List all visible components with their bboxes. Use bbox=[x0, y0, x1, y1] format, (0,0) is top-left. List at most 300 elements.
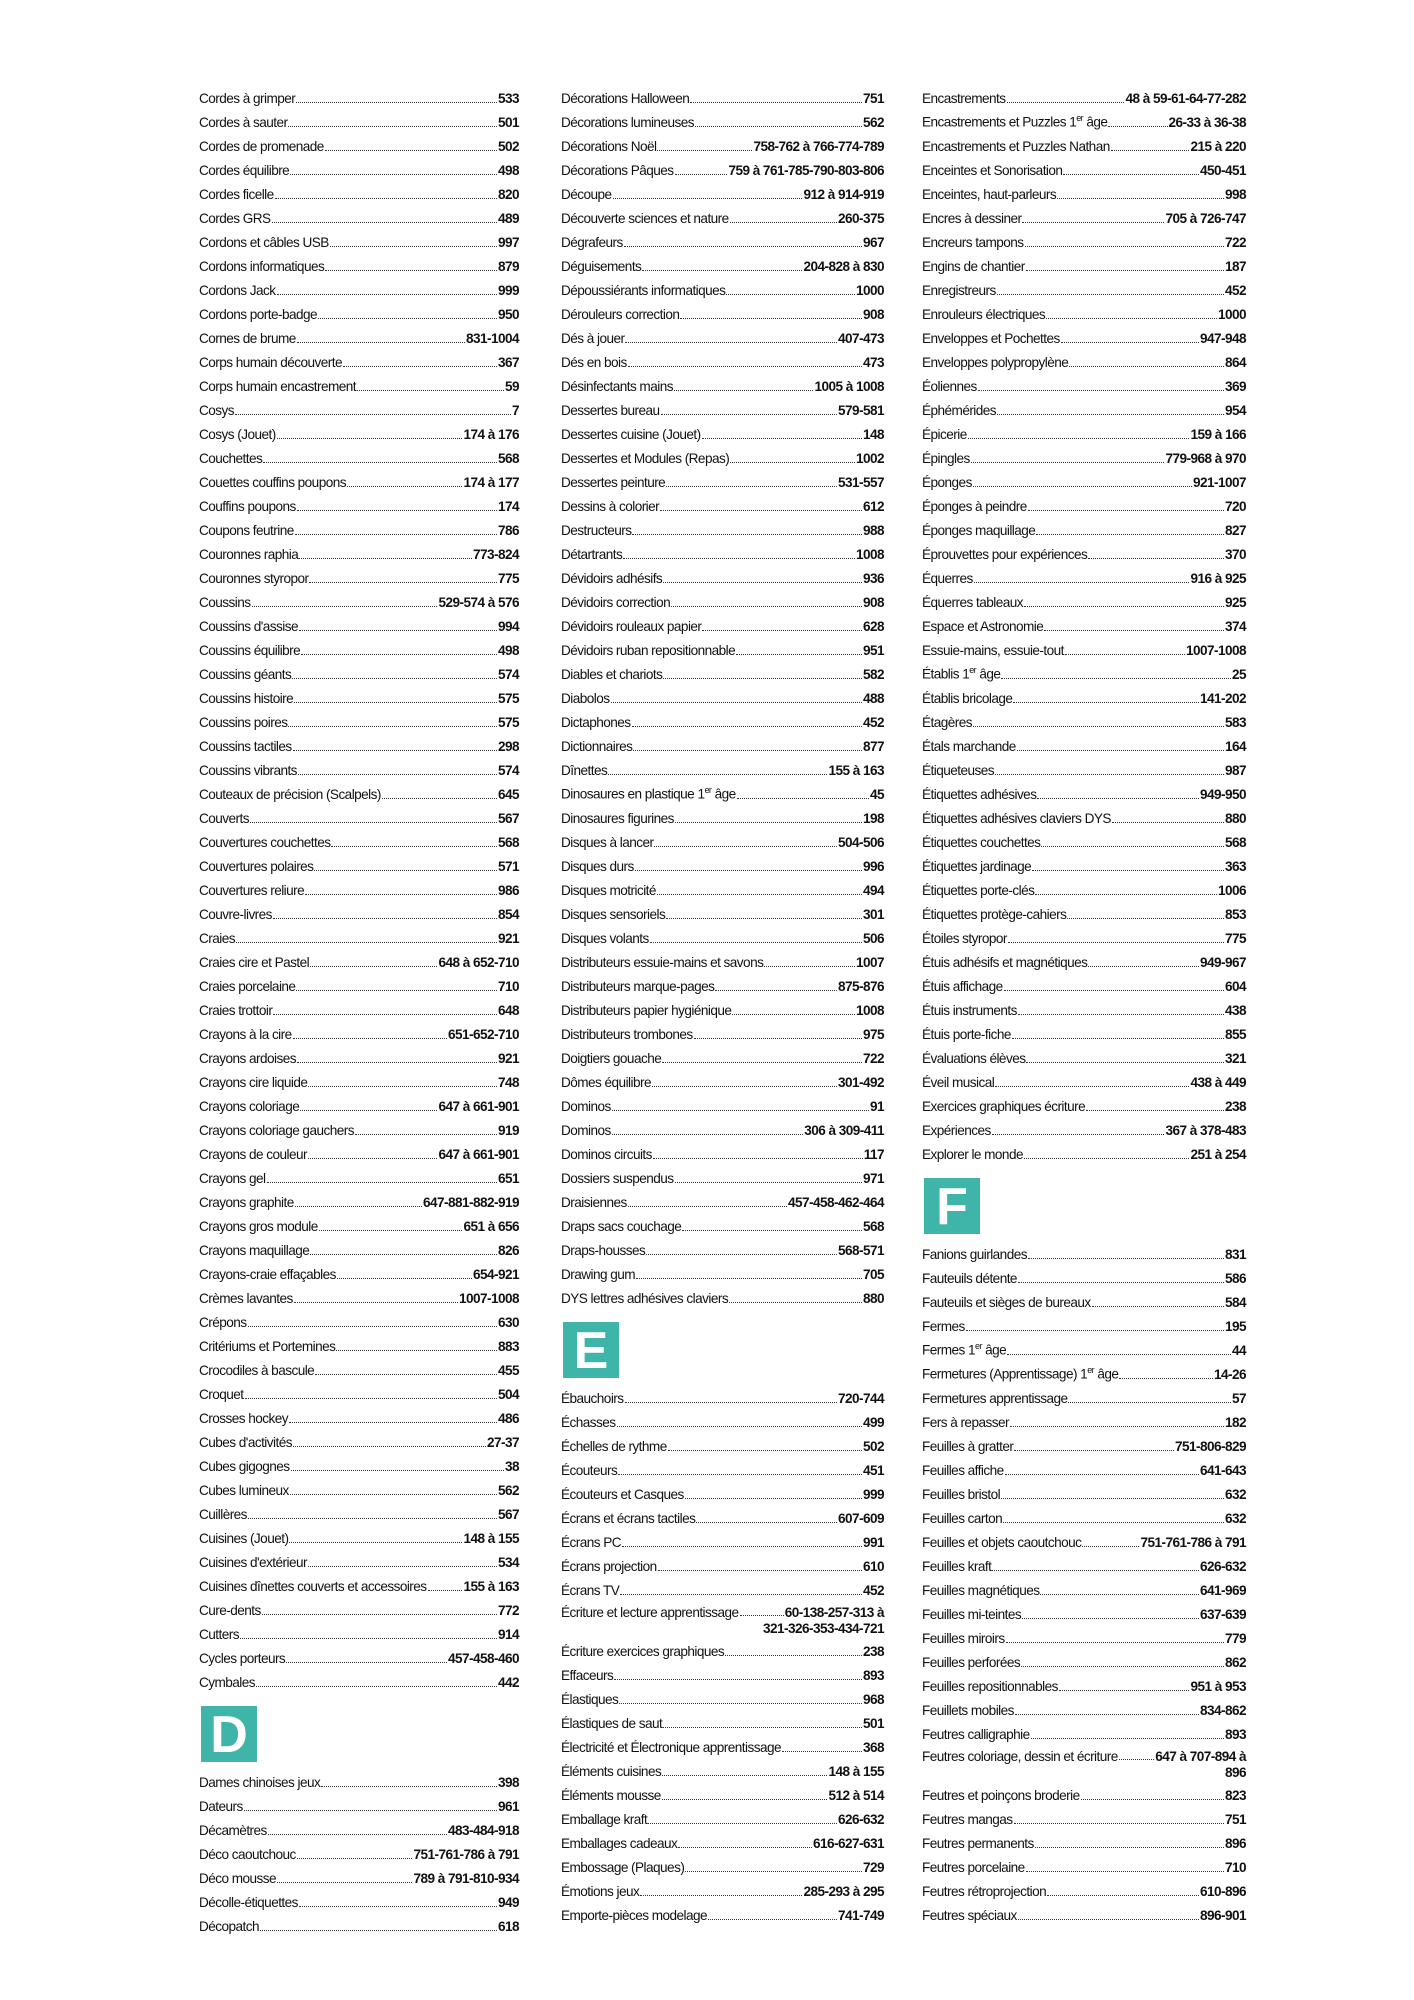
entry-term: Cymbales bbox=[199, 1675, 256, 1690]
index-entry bbox=[561, 1781, 884, 1805]
index-entry bbox=[922, 708, 1246, 732]
index-entry bbox=[922, 1020, 1246, 1044]
entry-pages: 951 bbox=[862, 643, 884, 658]
index-entry bbox=[199, 108, 519, 132]
entry-pages: 751 bbox=[862, 91, 884, 106]
index-entry bbox=[199, 468, 519, 492]
dot-leader bbox=[636, 1278, 862, 1279]
index-entry bbox=[199, 996, 519, 1020]
index-entry bbox=[922, 1480, 1246, 1504]
index-entry bbox=[199, 564, 519, 588]
entry-pages: 204-828 à 830 bbox=[803, 259, 884, 274]
entry-term: Draisiennes bbox=[561, 1195, 627, 1210]
entry-term: Dictionnaires bbox=[561, 739, 633, 754]
dot-leader bbox=[1031, 1738, 1224, 1739]
entry-term: Cuisines (Jouet) bbox=[199, 1531, 289, 1546]
dot-leader bbox=[648, 1823, 837, 1824]
index-entry bbox=[199, 1816, 519, 1840]
index-column-3 bbox=[922, 84, 1246, 1925]
dot-leader bbox=[708, 1919, 837, 1920]
entry-term: Évaluations élèves bbox=[922, 1051, 1026, 1066]
entry-term: Draps-housses bbox=[561, 1243, 646, 1258]
dot-leader bbox=[1081, 1799, 1224, 1800]
dot-leader bbox=[325, 150, 497, 151]
index-entry bbox=[922, 636, 1246, 660]
index-entry bbox=[199, 252, 519, 276]
entry-pages: 893 bbox=[862, 1668, 884, 1683]
entry-term: Cordes à sauter bbox=[199, 115, 288, 130]
entry-term: Disques volants bbox=[561, 931, 649, 946]
dot-leader bbox=[1022, 1618, 1199, 1619]
entry-pages: 729 bbox=[862, 1860, 884, 1875]
entry-term: Dessertes cuisine (Jouet) bbox=[561, 427, 701, 442]
dot-leader bbox=[653, 1158, 863, 1159]
dot-leader bbox=[732, 1014, 855, 1015]
index-entry bbox=[561, 1600, 884, 1637]
entry-pages: 648 à 652-710 bbox=[438, 955, 519, 970]
index-entry bbox=[561, 1408, 884, 1432]
dot-leader bbox=[715, 990, 837, 991]
entry-term: Encastrements et Puzzles 1er âge bbox=[922, 113, 1108, 130]
index-entry bbox=[199, 1188, 519, 1212]
index-entry bbox=[561, 1116, 884, 1140]
entry-pages: 568 bbox=[497, 835, 519, 850]
entry-pages: 568-571 bbox=[837, 1243, 884, 1258]
index-entry bbox=[199, 1092, 519, 1116]
index-entry bbox=[561, 636, 884, 660]
index-entry bbox=[922, 1829, 1246, 1853]
entry-term: Épicerie bbox=[922, 427, 967, 442]
index-entry bbox=[922, 252, 1246, 276]
entry-term: Dévidoirs adhésifs bbox=[561, 571, 663, 586]
dot-leader bbox=[730, 222, 837, 223]
dot-leader bbox=[658, 1570, 862, 1571]
entry-pages: 751-761-786 à 791 bbox=[413, 1847, 519, 1862]
entry-term: Étiquettes adhésives claviers DYS bbox=[922, 811, 1111, 826]
index-entry bbox=[922, 780, 1246, 804]
entry-term: Dessins à colorier bbox=[561, 499, 660, 514]
dot-leader bbox=[1035, 1847, 1224, 1848]
entry-term: Déco caoutchouc bbox=[199, 1847, 296, 1862]
index-entry bbox=[561, 372, 884, 396]
entry-pages: 574 bbox=[497, 667, 519, 682]
entry-pages: 159 à 166 bbox=[1190, 427, 1246, 442]
entry-pages: 908 bbox=[862, 595, 884, 610]
entry-term: Étiquettes adhésives bbox=[922, 787, 1037, 802]
dot-leader bbox=[608, 774, 827, 775]
entry-term: Déguisements bbox=[561, 259, 642, 274]
entry-pages: 612 bbox=[862, 499, 884, 514]
entry-term: Crayons de couleur bbox=[199, 1147, 307, 1162]
index-entry bbox=[199, 1260, 519, 1284]
dot-leader bbox=[695, 126, 862, 127]
entry-pages: 141-202 bbox=[1199, 691, 1246, 706]
entry-term: Emballage kraft bbox=[561, 1812, 648, 1827]
entry-term: Craies bbox=[199, 931, 235, 946]
entry-term: Crayons graphite bbox=[199, 1195, 294, 1210]
dot-leader bbox=[1044, 630, 1224, 631]
entry-pages: 562 bbox=[497, 1483, 519, 1498]
index-entry bbox=[199, 900, 519, 924]
entry-term: Coussins tactiles bbox=[199, 739, 292, 754]
index-entry bbox=[199, 732, 519, 756]
entry-term: Encastrements et Puzzles Nathan bbox=[922, 139, 1110, 154]
index-entry bbox=[561, 1853, 884, 1877]
dot-leader bbox=[725, 1655, 862, 1656]
entry-term: Crayons gel bbox=[199, 1171, 266, 1186]
entry-pages: 1000 bbox=[1217, 307, 1246, 322]
entry-pages: 975 bbox=[862, 1027, 884, 1042]
entry-pages: 498 bbox=[497, 643, 519, 658]
entry-term: Éprouvettes pour expériences bbox=[922, 547, 1088, 562]
index-entry bbox=[922, 996, 1246, 1020]
entry-term: Éléments mousse bbox=[561, 1788, 661, 1803]
dot-leader bbox=[675, 822, 862, 823]
index-entry bbox=[922, 588, 1246, 612]
entry-term: Couronnes styropor bbox=[199, 571, 309, 586]
index-entry bbox=[922, 564, 1246, 588]
index-entry bbox=[561, 228, 884, 252]
entry-term: Enceintes et Sonorisation bbox=[922, 163, 1063, 178]
entry-pages: 775 bbox=[1224, 931, 1246, 946]
dot-leader bbox=[642, 270, 802, 271]
index-entry bbox=[922, 1528, 1246, 1552]
entry-pages: 1000 bbox=[855, 283, 884, 298]
dot-leader bbox=[736, 654, 862, 655]
entry-term: Diables et chariots bbox=[561, 667, 663, 682]
index-entry bbox=[561, 1092, 884, 1116]
entry-term: Cordes ficelle bbox=[199, 187, 274, 202]
entry-pages: 996 bbox=[862, 859, 884, 874]
entry-pages: 855 bbox=[1224, 1027, 1246, 1042]
dot-leader bbox=[293, 1446, 486, 1447]
entry-pages: 826 bbox=[497, 1243, 519, 1258]
entry-pages: 438 à 449 bbox=[1190, 1075, 1246, 1090]
entry-pages: 473 bbox=[862, 355, 884, 370]
dot-leader bbox=[1063, 174, 1199, 175]
dot-leader bbox=[1082, 1546, 1139, 1547]
entry-pages: 215 à 220 bbox=[1190, 139, 1246, 154]
dot-leader bbox=[1026, 270, 1224, 271]
dot-leader bbox=[625, 342, 836, 343]
index-entry bbox=[199, 492, 519, 516]
index-entry bbox=[922, 156, 1246, 180]
dot-leader bbox=[1112, 822, 1224, 823]
entry-pages: 457-458-460 bbox=[447, 1651, 519, 1666]
entry-pages: 457-458-462-464 bbox=[787, 1195, 884, 1210]
entry-term: Cubes gigognes bbox=[199, 1459, 290, 1474]
entry-pages: 367 à 378-483 bbox=[1165, 1123, 1246, 1138]
index-entry bbox=[922, 732, 1246, 756]
index-entry bbox=[199, 1500, 519, 1524]
entry-term: Éponges bbox=[922, 475, 972, 490]
index-entry bbox=[561, 1733, 884, 1757]
entry-term: Étuis adhésifs et magnétiques bbox=[922, 955, 1088, 970]
index-entry bbox=[922, 180, 1246, 204]
dot-leader bbox=[288, 726, 497, 727]
index-entry bbox=[199, 708, 519, 732]
index-entry bbox=[922, 540, 1246, 564]
dot-leader bbox=[1069, 366, 1224, 367]
entry-term: Dossiers suspendus bbox=[561, 1171, 674, 1186]
entry-pages: 921 bbox=[497, 1051, 519, 1066]
dot-leader bbox=[290, 1494, 497, 1495]
entry-pages: 155 à 163 bbox=[828, 763, 884, 778]
index-entry bbox=[199, 924, 519, 948]
dot-leader bbox=[1007, 102, 1125, 103]
entry-term: Dévidoirs correction bbox=[561, 595, 671, 610]
entry-pages: 60-138-257-313 à bbox=[784, 1605, 884, 1620]
entry-pages: 251 à 254 bbox=[1190, 1147, 1246, 1162]
entry-term: Crayons coloriage gauchers bbox=[199, 1123, 354, 1138]
index-entry bbox=[922, 900, 1246, 924]
index-entry bbox=[199, 588, 519, 612]
section-letter-d: D bbox=[201, 1706, 257, 1762]
entry-pages: 7 bbox=[511, 403, 519, 418]
index-entry bbox=[199, 660, 519, 684]
dot-leader bbox=[1018, 1014, 1224, 1015]
entry-term: Dinosaures figurines bbox=[561, 811, 674, 826]
dot-leader bbox=[308, 1158, 437, 1159]
entry-pages: 512 à 514 bbox=[828, 1788, 884, 1803]
index-entry bbox=[922, 1360, 1246, 1384]
entry-pages: 994 bbox=[497, 619, 519, 634]
entry-term: Doigtiers gouache bbox=[561, 1051, 662, 1066]
dot-leader bbox=[1014, 1450, 1174, 1451]
entry-pages: 921-1007 bbox=[1192, 475, 1246, 490]
entry-term: Dinosaures en plastique 1er âge bbox=[561, 785, 736, 802]
dot-leader bbox=[330, 246, 497, 247]
entry-term: Crayons gros module bbox=[199, 1219, 318, 1234]
entry-pages: 648 bbox=[497, 1003, 519, 1018]
entry-term: Cordons Jack bbox=[199, 283, 276, 298]
entry-pages: 407-473 bbox=[837, 331, 884, 346]
entry-pages: 45 bbox=[869, 787, 884, 802]
entry-term: Coupons feutrine bbox=[199, 523, 294, 538]
entry-term: Fers à repasser bbox=[922, 1415, 1009, 1430]
entry-pages: 48 à 59-61-64-77-282 bbox=[1125, 91, 1246, 106]
entry-term: Destructeurs bbox=[561, 523, 632, 538]
entry-pages: 968 bbox=[862, 1692, 884, 1707]
entry-pages: 637-639 bbox=[1199, 1607, 1246, 1622]
entry-pages: 632 bbox=[1224, 1487, 1246, 1502]
entry-term: Écrans et écrans tactiles bbox=[561, 1511, 696, 1526]
dot-leader bbox=[622, 1546, 862, 1547]
entry-pages: 645 bbox=[497, 787, 519, 802]
entry-term: Crayons à la cire bbox=[199, 1027, 292, 1042]
entry-pages: 1007-1008 bbox=[458, 1291, 519, 1306]
index-entry bbox=[561, 108, 884, 132]
entry-pages: 374 bbox=[1224, 619, 1246, 634]
dot-leader bbox=[267, 1182, 497, 1183]
entry-term: Écrans projection bbox=[561, 1559, 657, 1574]
dot-leader bbox=[1015, 1714, 1199, 1715]
index-entry bbox=[561, 612, 884, 636]
entry-pages: 896 bbox=[1224, 1836, 1246, 1851]
entry-pages: 450-451 bbox=[1199, 163, 1246, 178]
dot-leader bbox=[620, 1594, 862, 1595]
entry-term: Détartrants bbox=[561, 547, 623, 562]
entry-pages: 999 bbox=[862, 1487, 884, 1502]
entry-pages: 367 bbox=[497, 355, 519, 370]
dot-leader bbox=[337, 1278, 472, 1279]
entry-term: Dominos bbox=[561, 1099, 611, 1114]
entry-term: Dés en bois bbox=[561, 355, 627, 370]
dot-leader bbox=[623, 558, 855, 559]
dot-leader bbox=[619, 1703, 862, 1704]
index-entry bbox=[561, 1709, 884, 1733]
entry-term: Dateurs bbox=[199, 1799, 243, 1814]
entry-term: Écrans TV bbox=[561, 1583, 620, 1598]
entry-term: Étoiles styropor bbox=[922, 931, 1007, 946]
dot-leader bbox=[297, 1858, 413, 1859]
dot-leader bbox=[293, 750, 497, 751]
entry-term: Distributeurs marque-pages bbox=[561, 979, 715, 994]
dot-leader bbox=[1032, 870, 1224, 871]
entry-term: Couverts bbox=[199, 811, 249, 826]
index-entry bbox=[922, 1877, 1246, 1901]
entry-pages: 14-26 bbox=[1213, 1367, 1246, 1382]
entry-term: Cosys (Jouet) bbox=[199, 427, 276, 442]
entry-pages: 758-762 à 766-774-789 bbox=[753, 139, 884, 154]
index-entry bbox=[199, 612, 519, 636]
dot-leader bbox=[680, 318, 862, 319]
dot-leader bbox=[992, 1134, 1165, 1135]
entry-term: Épingles bbox=[922, 451, 970, 466]
dot-leader bbox=[652, 1086, 837, 1087]
entry-pages: 568 bbox=[497, 451, 519, 466]
entry-pages: 59 bbox=[504, 379, 519, 394]
dot-leader bbox=[661, 414, 837, 415]
entry-pages: 506 bbox=[862, 931, 884, 946]
index-entry bbox=[199, 1116, 519, 1140]
index-entry bbox=[199, 780, 519, 804]
entry-pages: 647 à 661-901 bbox=[438, 1099, 519, 1114]
entry-term: Couronnes raphia bbox=[199, 547, 299, 562]
index-entry bbox=[561, 1685, 884, 1709]
entry-pages: 641-643 bbox=[1199, 1463, 1246, 1478]
entry-term: Feuilles mi-teintes bbox=[922, 1607, 1022, 1622]
index-entry bbox=[199, 420, 519, 444]
index-entry bbox=[561, 972, 884, 996]
entry-pages: 568 bbox=[862, 1219, 884, 1234]
dot-leader bbox=[1028, 1258, 1224, 1259]
index-entry bbox=[561, 996, 884, 1020]
entry-term: Fermes 1er âge bbox=[922, 1341, 1007, 1358]
section-letter-e: E bbox=[563, 1322, 619, 1378]
dot-leader bbox=[314, 870, 497, 871]
dot-leader bbox=[1005, 1474, 1199, 1475]
index-entry bbox=[561, 132, 884, 156]
index-entry bbox=[199, 948, 519, 972]
index-entry bbox=[199, 852, 519, 876]
entry-term: Draps sacs couchage bbox=[561, 1219, 682, 1234]
entry-term: Cosys bbox=[199, 403, 235, 418]
dot-leader bbox=[1047, 1895, 1199, 1896]
dot-leader bbox=[343, 366, 497, 367]
index-entry bbox=[199, 1332, 519, 1356]
index-entry bbox=[561, 324, 884, 348]
entry-term: Cordes GRS bbox=[199, 211, 271, 226]
index-entry bbox=[922, 1116, 1246, 1140]
entry-pages: 820 bbox=[497, 187, 519, 202]
entry-term: Distributeurs papier hygiénique bbox=[561, 1003, 732, 1018]
index-entry bbox=[199, 1284, 519, 1308]
entry-term: Encres à dessiner bbox=[922, 211, 1022, 226]
entry-term: Cordons porte-badge bbox=[199, 307, 318, 322]
index-entry bbox=[922, 924, 1246, 948]
entry-pages: 486 bbox=[497, 1411, 519, 1426]
index-entry bbox=[199, 1356, 519, 1380]
entry-term: Dominos bbox=[561, 1123, 611, 1138]
index-entry bbox=[922, 1504, 1246, 1528]
entry-term: Emballages cadeaux bbox=[561, 1836, 678, 1851]
index-entry bbox=[922, 852, 1246, 876]
entry-pages: 195 bbox=[1224, 1319, 1246, 1334]
index-entry bbox=[922, 516, 1246, 540]
entry-pages: 759 à 761-785-790-803-806 bbox=[728, 163, 884, 178]
entry-term: Couvertures reliure bbox=[199, 883, 305, 898]
entry-pages: 148 bbox=[862, 427, 884, 442]
index-entry bbox=[199, 300, 519, 324]
index-entry bbox=[561, 1877, 884, 1901]
entry-term: Cuisines dînettes couverts et accessoires bbox=[199, 1579, 427, 1594]
index-entry bbox=[922, 1456, 1246, 1480]
entry-pages: 1002 bbox=[855, 451, 884, 466]
entry-term: Crayons ardoises bbox=[199, 1051, 296, 1066]
entry-term: Désinfectants mains bbox=[561, 379, 673, 394]
index-entry bbox=[922, 444, 1246, 468]
index-entry bbox=[199, 1912, 519, 1936]
entry-term: Feuilles affiche bbox=[922, 1463, 1004, 1478]
dot-leader bbox=[1068, 1402, 1230, 1403]
index-entry bbox=[922, 1624, 1246, 1648]
dot-leader bbox=[997, 294, 1224, 295]
entry-term: Déco mousse bbox=[199, 1871, 277, 1886]
entry-term: Fanions guirlandes bbox=[922, 1247, 1027, 1262]
dot-leader bbox=[662, 1775, 827, 1776]
dot-leader bbox=[272, 222, 497, 223]
entry-term: Craies trottoir bbox=[199, 1003, 273, 1018]
entry-pages: 164 bbox=[1224, 739, 1246, 754]
entry-pages: 285-293 à 295 bbox=[803, 1884, 884, 1899]
entry-term: Élastiques de saut bbox=[561, 1716, 663, 1731]
entry-pages: 772 bbox=[497, 1603, 519, 1618]
index-entry bbox=[561, 396, 884, 420]
index-entry bbox=[922, 1781, 1246, 1805]
entry-term: Étiquettes couchettes bbox=[922, 835, 1041, 850]
dot-leader bbox=[612, 1134, 803, 1135]
dot-leader bbox=[730, 462, 855, 463]
dot-leader bbox=[299, 1906, 497, 1907]
index-entry bbox=[561, 1528, 884, 1552]
entry-term: Critériums et Portemines bbox=[199, 1339, 336, 1354]
dot-leader bbox=[995, 1086, 1189, 1087]
entry-term: Dînettes bbox=[561, 763, 608, 778]
entry-pages: 616-627-631 bbox=[812, 1836, 884, 1851]
entry-term: Explorer le monde bbox=[922, 1147, 1023, 1162]
entry-term: Dérouleurs correction bbox=[561, 307, 680, 322]
entry-pages: 604 bbox=[1224, 979, 1246, 994]
entry-pages: 786 bbox=[497, 523, 519, 538]
entry-term: Éveil musical bbox=[922, 1075, 995, 1090]
dot-leader bbox=[286, 1662, 447, 1663]
index-entry bbox=[199, 1212, 519, 1236]
entry-term: Cycles porteurs bbox=[199, 1651, 286, 1666]
index-entry bbox=[561, 564, 884, 588]
entry-pages: 567 bbox=[497, 1507, 519, 1522]
index-entry bbox=[199, 1404, 519, 1428]
